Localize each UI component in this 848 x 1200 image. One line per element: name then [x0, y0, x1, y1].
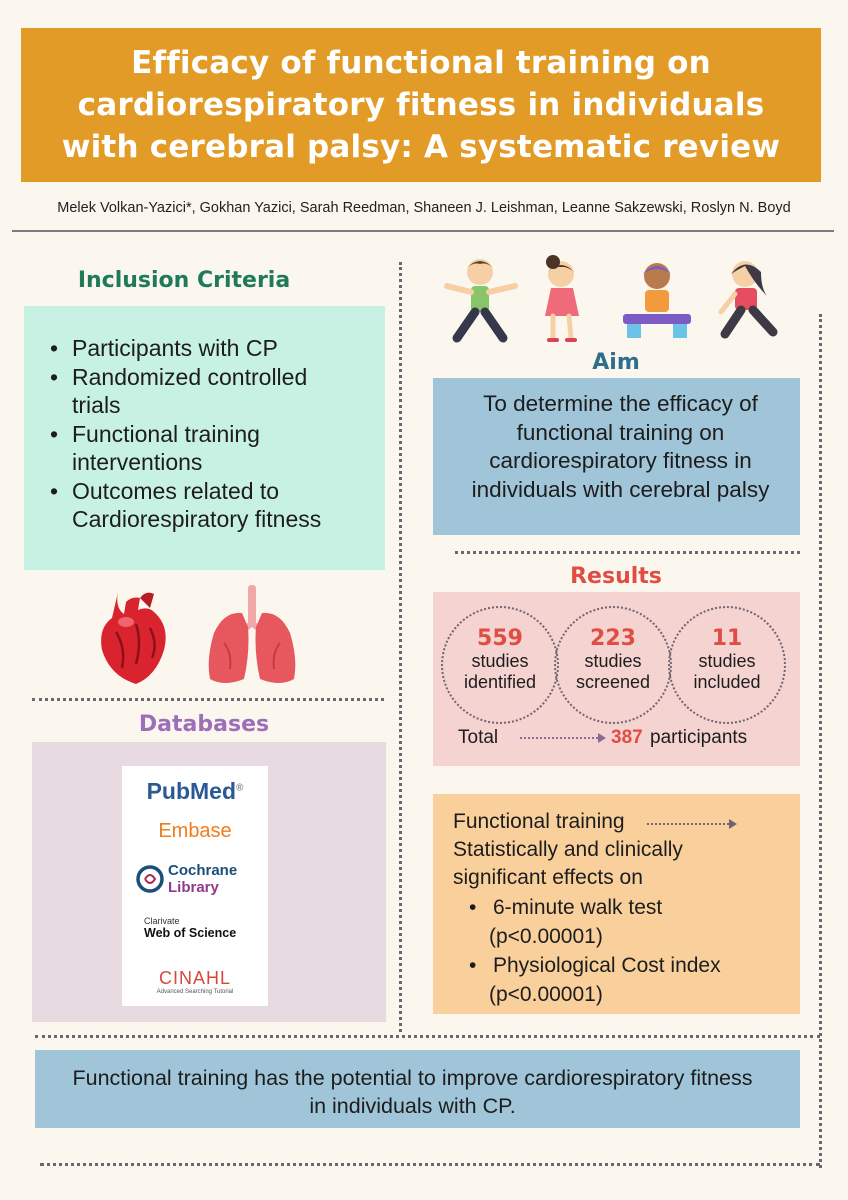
cochrane-text: Cochrane	[168, 862, 238, 879]
conclusion-box	[35, 1050, 800, 1128]
results-heading: Results	[570, 564, 662, 589]
participants-label: participants	[650, 727, 748, 748]
inclusion-list	[24, 306, 385, 534]
cinahl-logo	[122, 968, 268, 995]
arrow-right-icon	[520, 731, 608, 745]
findings-box	[433, 794, 800, 1014]
clarivate-text: Clarivate	[144, 916, 180, 926]
divider-vertical-right	[819, 314, 822, 1168]
aim-text: To determine the efficacy of functional training on cardiorespiratory fitness in individuals with cerebral palsy	[471, 391, 770, 502]
inclusion-item: • Randomized controlled trials	[72, 363, 352, 420]
person-stretching-icon	[711, 254, 787, 344]
aim-box	[433, 378, 800, 535]
bullet-dot: •	[469, 954, 477, 977]
people-illustrations	[439, 254, 789, 346]
poster-title: Efficacy of functional training on cardiorespiratory fitness in individuals with cerebral palsy: A systematic review	[61, 45, 781, 165]
heart-icon	[96, 588, 176, 688]
pubmed-registered-mark: ®	[236, 782, 244, 794]
divider-aim-results	[455, 551, 800, 554]
findings-bullet: Physiological Cost index	[493, 954, 721, 977]
cinahl-text: CINAHL	[158, 968, 231, 988]
person-dancing-icon	[531, 254, 597, 344]
web-of-science-logo	[122, 916, 268, 940]
findings-pvalue: (p<0.00001)	[489, 983, 603, 1006]
stat-label: included	[693, 672, 761, 692]
stat-label: identified	[463, 672, 537, 692]
library-text: Library	[168, 879, 219, 896]
wos-text: Web of Science	[144, 926, 237, 940]
aim-heading: Aim	[592, 350, 640, 375]
stat-label: studies	[471, 651, 529, 671]
total-participants-number: 387	[611, 727, 643, 748]
conclusion-text: Functional training has the potential to improve cardiorespiratory fitness in individuals with CP.	[72, 1066, 753, 1118]
arrow-right-icon	[647, 818, 739, 830]
stat-circle-identified	[441, 606, 559, 724]
stat-label: studies	[698, 651, 756, 671]
pubmed-logo	[122, 778, 268, 805]
findings-bullet: 6-minute walk test	[493, 896, 663, 919]
person-sitting-icon	[617, 254, 697, 344]
stat-number: 559	[477, 626, 523, 651]
stat-circle-included	[668, 606, 786, 724]
authors-line: Melek Volkan-Yazici*, Gokhan Yazici, Sarah Reedman, Shaneen J. Leishman, Leanne Sakzewski, Roslyn N. Boyd	[57, 200, 791, 216]
findings-line: significant effects on	[453, 866, 643, 889]
cochrane-mark-icon	[136, 862, 164, 896]
total-label: Total	[458, 727, 499, 748]
divider-vertical-center	[399, 262, 402, 1032]
embase-logo: Embase	[158, 820, 232, 842]
findings-line: Statistically and clinically	[453, 838, 683, 861]
stat-label: screened	[575, 672, 651, 692]
cinahl-subtitle: Advanced Searching Tutorial	[156, 989, 234, 995]
inclusion-item: • Outcomes related to Cardiorespiratory fitness	[72, 477, 372, 534]
divider-conclusion-top	[35, 1035, 820, 1038]
stat-label: studies	[584, 651, 642, 671]
inclusion-item: • Functional training interventions	[72, 420, 302, 477]
stat-circle-screened	[554, 606, 672, 724]
lungs-icon	[204, 583, 300, 689]
databases-heading: Databases	[138, 712, 270, 737]
person-exercising-icon	[439, 254, 521, 344]
divider-left-mid	[32, 698, 384, 701]
database-logos-card	[122, 766, 268, 1006]
pubmed-logo-text: PubMed	[146, 778, 237, 804]
bullet-dot: •	[469, 896, 477, 919]
inclusion-box	[24, 306, 385, 570]
findings-line: Functional training	[453, 810, 625, 833]
title-banner	[21, 28, 821, 182]
inclusion-heading: Inclusion Criteria	[77, 268, 291, 293]
header-divider	[12, 230, 834, 232]
stat-number: 11	[711, 626, 743, 651]
findings-pvalue: (p<0.00001)	[489, 925, 603, 948]
divider-bottom	[40, 1163, 820, 1166]
stat-number: 223	[590, 626, 636, 651]
inclusion-item: • Participants with CP	[72, 334, 385, 363]
